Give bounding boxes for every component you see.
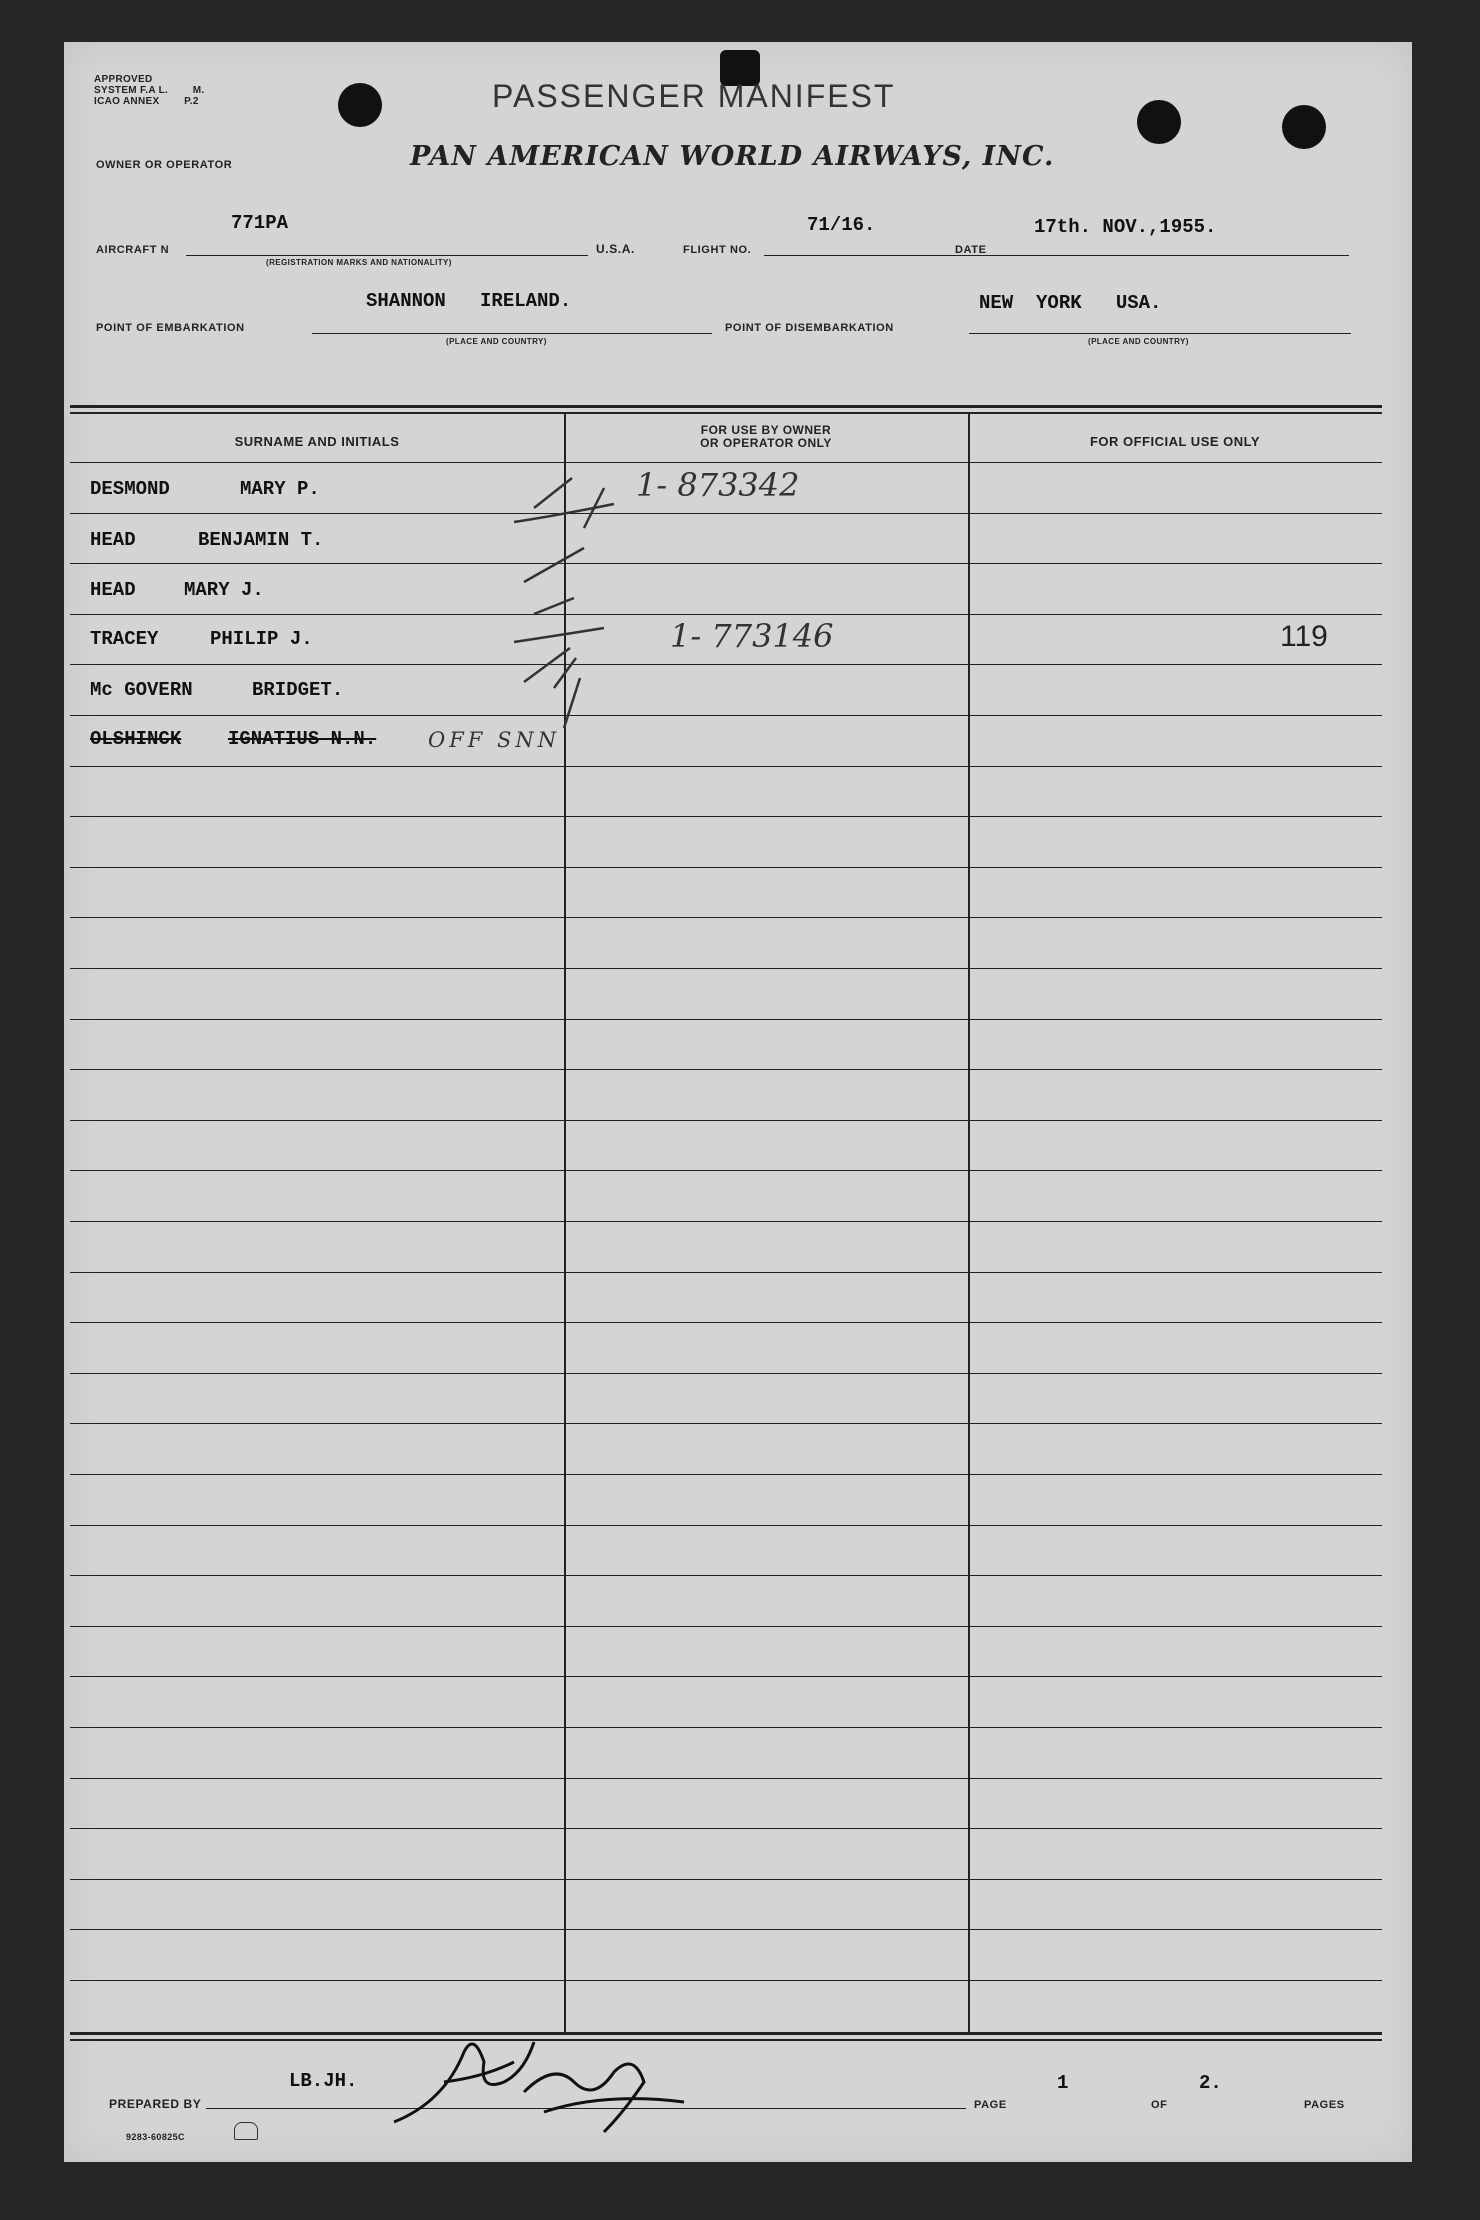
- table-rule: [70, 1778, 1382, 1779]
- check-mark-3: [514, 598, 604, 642]
- of-value: 2.: [1199, 2072, 1222, 2094]
- table-rule: [70, 513, 1382, 514]
- check-marks: [504, 452, 634, 752]
- page-title: PASSENGER MANIFEST: [492, 78, 896, 114]
- table-rule: [70, 1980, 1382, 1981]
- disembark-value: NEW YORK USA.: [979, 292, 1162, 314]
- company-name: PAN AMERICAN WORLD AIRWAYS, INC.: [410, 141, 1055, 172]
- embark-caption: (PLACE AND COUNTRY): [446, 337, 547, 346]
- pages-label: PAGES: [1304, 2099, 1345, 2111]
- table-rule: [70, 1626, 1382, 1627]
- registration-caption: (REGISTRATION MARKS AND NATIONALITY): [266, 258, 452, 267]
- disembark-label: POINT OF DISEMBARKATION: [725, 322, 894, 334]
- punch-hole-left: [338, 83, 382, 127]
- page-label: PAGE: [974, 2099, 1007, 2111]
- preparer-signature: [384, 2022, 704, 2142]
- manifest-sheet: [64, 42, 1412, 2162]
- table-rule: [70, 462, 1382, 463]
- table-rule: [70, 1879, 1382, 1880]
- passenger-surname: HEAD: [90, 529, 136, 551]
- table-rule: [70, 1019, 1382, 1020]
- table-rule: [70, 563, 1382, 564]
- table-rule: [70, 664, 1382, 665]
- table-rule: [70, 1069, 1382, 1070]
- of-label: OF: [1151, 2099, 1168, 2111]
- table-rule: [70, 1272, 1382, 1273]
- flight-value: 71/16.: [807, 214, 876, 236]
- table-rule: [70, 1929, 1382, 1930]
- owner-label: OWNER OR OPERATOR: [96, 159, 233, 171]
- table-rule: [70, 1474, 1382, 1475]
- prepared-value: LB.JH.: [289, 2070, 358, 2092]
- passenger-surname: HEAD: [90, 579, 136, 601]
- nationality-label: U.S.A.: [596, 242, 635, 256]
- aircraft-value: 771PA: [231, 212, 289, 234]
- punch-hole-right-2: [1282, 105, 1326, 149]
- passenger-owner-note: 1- 773146: [670, 617, 834, 655]
- check-mark-4: [524, 648, 576, 688]
- passenger-annotation: OFF SNN: [428, 728, 561, 752]
- table-rule: [70, 867, 1382, 868]
- passenger-surname: OLSHINCK: [90, 728, 182, 750]
- table-rule: [70, 917, 1382, 918]
- table-rule: [70, 1575, 1382, 1576]
- table-rule: [70, 1676, 1382, 1677]
- punch-hole-right-1: [1137, 100, 1181, 144]
- table-rule: [70, 1525, 1382, 1526]
- passenger-surname: Mc GOVERN: [90, 679, 193, 701]
- table-rule: [70, 1373, 1382, 1374]
- table-rule: [70, 816, 1382, 817]
- form-number: 9283-60825C: [126, 2132, 185, 2142]
- prepared-label: PREPARED BY: [109, 2097, 202, 2111]
- printer-mark-icon: [234, 2122, 258, 2140]
- approval-block: APPROVED SYSTEM F.A L. M. ICAO ANNEX P.2: [94, 74, 205, 107]
- embark-value: SHANNON IRELAND.: [366, 290, 572, 312]
- passenger-surname: TRACEY: [90, 628, 159, 650]
- passenger-owner-note: 1- 873342: [636, 466, 800, 504]
- passenger-initials: BRIDGET.: [252, 679, 344, 701]
- column-header-surname: SURNAME AND INITIALS: [234, 434, 400, 449]
- check-mark-2: [524, 548, 584, 582]
- check-mark-5: [564, 678, 580, 728]
- table-rule: [70, 1727, 1382, 1728]
- passenger-official: 119: [1280, 620, 1328, 653]
- underline-note-1: [584, 488, 604, 528]
- date-value: 17th. NOV.,1955.: [1034, 216, 1217, 238]
- aircraft-label: AIRCRAFT N: [96, 244, 170, 256]
- table-rule: [70, 1322, 1382, 1323]
- column-header-owner-use: FOR USE BY OWNER OR OPERATOR ONLY: [700, 423, 832, 450]
- table-rule: [70, 1120, 1382, 1121]
- table-rule: [70, 1221, 1382, 1222]
- table-rule: [70, 614, 1382, 615]
- passenger-initials: MARY P.: [240, 478, 320, 500]
- column-header-official: FOR OFFICIAL USE ONLY: [1089, 434, 1261, 449]
- passenger-initials: IGNATIUS N.N.: [228, 728, 377, 750]
- passenger-initials: MARY J.: [184, 579, 264, 601]
- passenger-initials: PHILIP J.: [210, 628, 313, 650]
- table-rule: [70, 1828, 1382, 1829]
- table-rule: [70, 715, 1382, 716]
- table-rule: [70, 1170, 1382, 1171]
- page-value: 1: [1057, 2072, 1069, 2094]
- disembark-caption: (PLACE AND COUNTRY): [1088, 337, 1189, 346]
- table-rule: [70, 1423, 1382, 1424]
- embark-label: POINT OF EMBARKATION: [96, 322, 245, 334]
- table-rule: [70, 968, 1382, 969]
- flight-label: FLIGHT NO.: [683, 244, 752, 256]
- passenger-surname: DESMOND: [90, 478, 170, 500]
- passenger-initials: BENJAMIN T.: [198, 529, 324, 551]
- date-label: DATE: [955, 244, 987, 256]
- table-rule: [70, 766, 1382, 767]
